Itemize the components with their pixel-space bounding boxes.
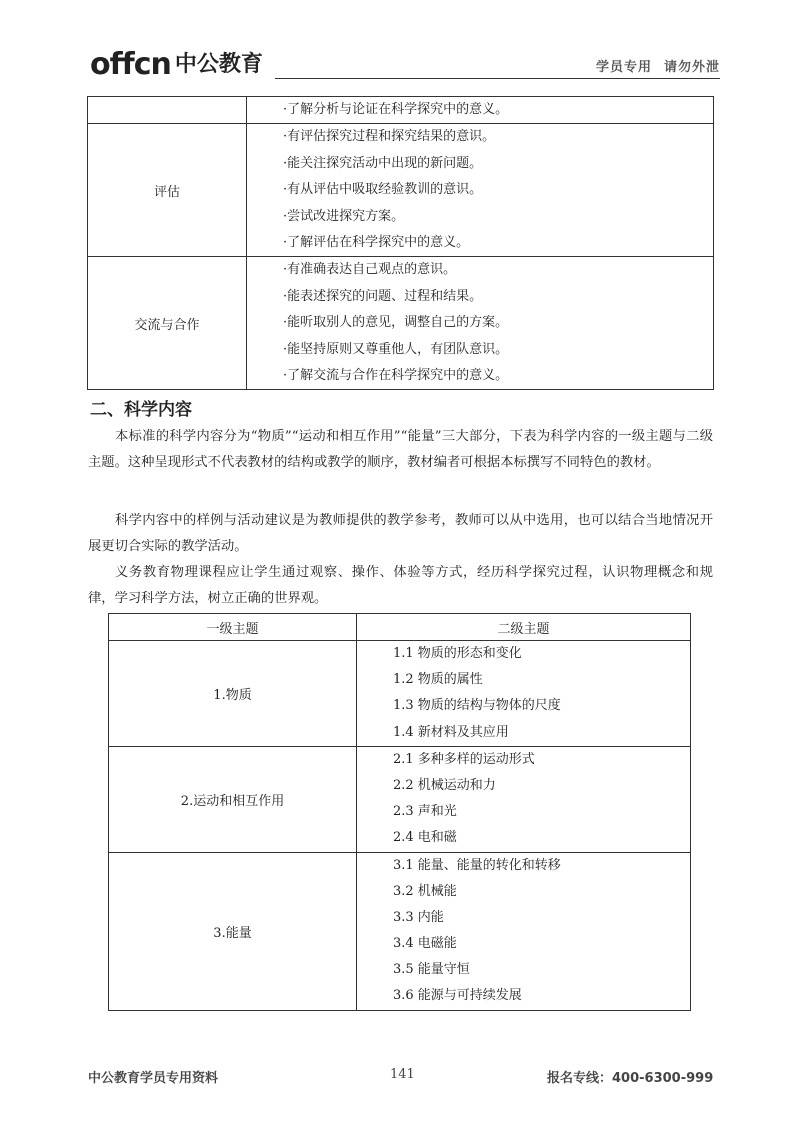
requirement-item: ·了解分析与论证在科学探究中的意义。 <box>283 102 509 117</box>
secondary-topic-item: 3.4 电磁能 <box>393 936 457 952</box>
section-title: 二、科学内容 <box>90 400 192 420</box>
offcn-logo <box>90 40 263 80</box>
requirements-cell <box>247 97 714 124</box>
secondary-topic-item: 2.3 声和光 <box>393 804 457 820</box>
secondary-topic-item: 1.4 新材料及其应用 <box>393 724 509 740</box>
table-header-row <box>109 614 691 641</box>
body-paragraph: 本标准的科学内容分为“物质”“运动和相互作用”“能量”三大部分，下表为科学内容的一级主题与二级主题。这种呈现形式不代表教材的结构或教学的顺序，教材编者可根据本标撰写不同特色的教材。 <box>88 429 713 470</box>
secondary-topic-item: 3.5 能量守恒 <box>393 962 470 978</box>
header-divider <box>275 78 720 79</box>
body-paragraph: 科学内容中的样例与活动建议是为教师提供的教学参考，教师可以从中选用，也可以结合当地情况开展更切合实际的教学活动。 <box>88 513 713 554</box>
requirement-item: ·有准确表达自己观点的意识。 <box>283 262 457 278</box>
table-row <box>109 746 691 852</box>
secondary-topic-item: 2.2 机械运动和力 <box>393 777 496 793</box>
footer-hotline: 报名专线：400-6300-999 <box>547 1071 714 1086</box>
primary-topic-cell: 2.运动和相互作用 <box>109 746 357 852</box>
table-row <box>88 124 714 257</box>
column-header-secondary-topic: 二级主题 <box>357 614 691 641</box>
logo-chinese-text: 中公教育 <box>174 52 263 77</box>
requirement-item: ·能听取别人的意见，调整自己的方案。 <box>283 315 509 331</box>
table-row <box>88 257 714 390</box>
secondary-topic-item: 1.3 物质的结构与物体的尺度 <box>393 698 561 714</box>
secondary-topic-item: 1.2 物质的属性 <box>393 672 483 688</box>
header-tag-students-only: 学员专用 <box>595 60 652 75</box>
footer-material-note: 中公教育学员专用资料 <box>88 1071 219 1086</box>
requirement-item: ·了解交流与合作在科学探究中的意义。 <box>283 367 509 383</box>
body-paragraph: 义务教育物理课程应让学生通过观察、操作、体验等方式，经历科学探究过程，认识物理概念和规律，学习科学方法，树立正确的世界观。 <box>88 565 713 606</box>
secondary-topic-item: 2.4 电和磁 <box>393 830 457 846</box>
secondary-topic-item: 3.6 能源与可持续发展 <box>393 988 522 1004</box>
secondary-topic-item: 3.2 机械能 <box>393 883 457 899</box>
element-label-cell: 交流与合作 <box>88 257 247 390</box>
requirement-item: ·能表述探究的问题、过程和结果。 <box>283 288 483 304</box>
table-row <box>109 852 691 1010</box>
column-header-primary-topic: 一级主题 <box>109 614 357 641</box>
requirement-item: ·尝试改进探究方案。 <box>283 208 405 224</box>
secondary-topics-cell <box>357 852 691 1010</box>
table-row <box>109 641 691 747</box>
science-content-topics-table <box>108 613 691 1011</box>
page-number: 141 <box>390 1067 415 1082</box>
inquiry-elements-table <box>87 96 714 390</box>
element-label-cell <box>88 97 247 124</box>
header-confidential-tag <box>596 56 720 75</box>
secondary-topic-item: 2.1 多种多样的运动形式 <box>393 751 535 767</box>
requirement-item: ·有评估探究过程和探究结果的意识。 <box>283 129 496 145</box>
primary-topic-cell: 1.物质 <box>109 641 357 747</box>
element-label-cell: 评估 <box>88 124 247 257</box>
requirements-cell <box>247 257 714 390</box>
requirement-item: ·能坚持原则又尊重他人，有团队意识。 <box>283 341 509 357</box>
requirement-item: ·了解评估在科学探究中的意义。 <box>283 234 470 250</box>
requirement-item: ·能关注探究活动中出现的新问题。 <box>283 155 483 171</box>
secondary-topic-item: 3.3 内能 <box>393 909 444 925</box>
table-row <box>88 97 714 124</box>
requirements-cell <box>247 124 714 257</box>
requirement-item: ·有从评估中吸取经验教训的意识。 <box>283 182 483 198</box>
secondary-topics-cell <box>357 641 691 747</box>
primary-topic-cell: 3.能量 <box>109 852 357 1010</box>
secondary-topics-cell <box>357 746 691 852</box>
header-tag-do-not-leak: 请勿外泄 <box>663 60 720 75</box>
secondary-topic-item: 3.1 能量、能量的转化和转移 <box>393 857 561 873</box>
secondary-topic-item: 1.1 物质的形态和变化 <box>393 646 522 661</box>
logo-latin-text: offcn <box>90 47 171 82</box>
page-header <box>90 40 720 80</box>
